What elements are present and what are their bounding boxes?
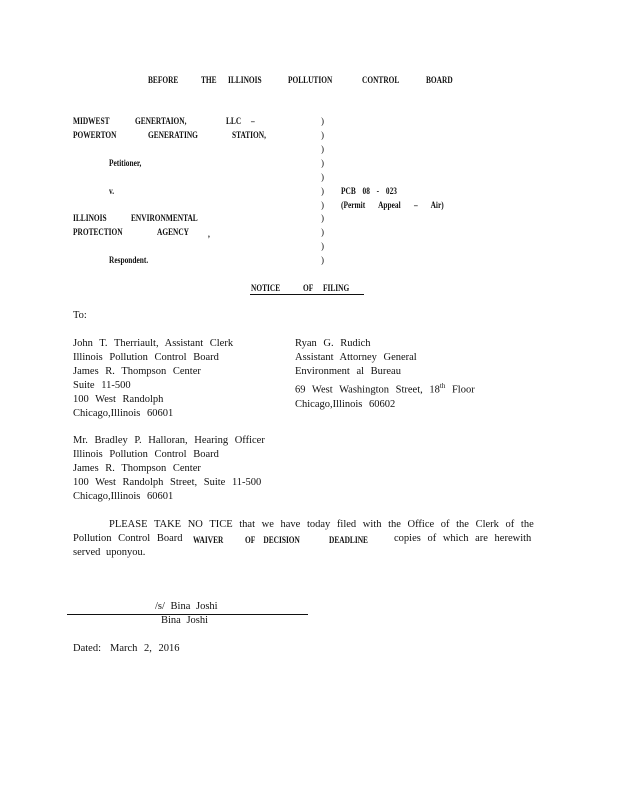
- respondent-role: Respondent.: [109, 255, 149, 265]
- respondent-word-2: ENVIRONMENTAL: [131, 213, 198, 223]
- header-word-board: BOARD: [426, 75, 453, 85]
- paren: ): [321, 116, 324, 126]
- petitioner-word-4: –: [251, 116, 255, 126]
- respondent-word-5: ,: [208, 229, 210, 239]
- address-line: Assistant Attorney General: [295, 352, 417, 363]
- street-address: 69 West Washington Street, 18: [295, 384, 440, 396]
- signature-conformed: /s/ Bina Joshi: [155, 601, 218, 612]
- petitioner-word-2: GENERTAION,: [135, 116, 187, 126]
- address-line: Suite 11-500: [73, 380, 131, 391]
- notice-title-underline: [250, 294, 364, 295]
- body-line-3: served uponyou.: [73, 547, 146, 558]
- address-line: 100 West Randolph Street, Suite 11-500: [73, 477, 262, 488]
- header-word-illinois: ILLINOIS: [228, 75, 262, 85]
- addressee-hearing-officer: [73, 434, 265, 504]
- paren: ): [321, 186, 324, 196]
- address-line: Ryan G. Rudich: [295, 338, 371, 349]
- address-line: Chicago,Illinois 60601: [73, 408, 174, 419]
- address-line: James R. Thompson Center: [73, 366, 201, 377]
- address-line: Illinois Pollution Control Board: [73, 352, 219, 363]
- address-line: Environment al Bureau: [295, 366, 401, 377]
- address-line: 100 West Randolph: [73, 394, 164, 405]
- paren: ): [321, 255, 324, 265]
- paren: ): [321, 227, 324, 237]
- petitioner-word-3: LLC: [226, 116, 242, 126]
- paren: ): [321, 144, 324, 154]
- header-word-before: BEFORE: [148, 75, 179, 85]
- body-line-2-end: copies of which are herewith: [394, 533, 532, 544]
- body-bold-deadline: DEADLINE: [329, 535, 368, 545]
- petitioner-word-1: MIDWEST: [73, 116, 110, 126]
- paren: ): [321, 158, 324, 168]
- floor-suffix: th: [439, 382, 446, 390]
- petitioner-word-5: POWERTON: [73, 130, 117, 140]
- signer-name: Bina Joshi: [161, 615, 209, 626]
- address-line: Mr. Bradley P. Halloran, Hearing Officer: [73, 435, 265, 446]
- body-line-2-start: Pollution Control Board: [73, 533, 183, 544]
- header-word-pollution: POLLUTION: [288, 75, 333, 85]
- case-type: (Permit Appeal – Air): [341, 200, 444, 210]
- header-word-control: CONTROL: [362, 75, 400, 85]
- petitioner-word-7: STATION,: [232, 130, 266, 140]
- header-word-the: THE: [201, 75, 217, 85]
- address-line: Chicago,Illinois 60602: [295, 398, 396, 410]
- respondent-word-3: PROTECTION: [73, 227, 123, 237]
- addressee-clerk: [73, 337, 233, 421]
- petitioner-word-6: GENERATING: [148, 130, 198, 140]
- address-line: Illinois Pollution Control Board: [73, 449, 219, 460]
- body-bold-waiver: WAIVER: [193, 535, 224, 545]
- respondent-word-4: AGENCY: [157, 227, 189, 237]
- notice-word-2: OF: [303, 283, 314, 293]
- dated-label: Dated:: [73, 643, 101, 654]
- case-number: PCB 08 - 023: [341, 186, 397, 196]
- floor-word: Floor: [445, 384, 475, 396]
- address-line: John T. Therriault, Assistant Clerk: [73, 338, 234, 349]
- dated-value: March 2, 2016: [110, 643, 180, 654]
- body-bold-decision: OF DECISION: [245, 535, 300, 545]
- to-label: To:: [73, 310, 87, 321]
- petitioner-role: Petitioner,: [109, 158, 142, 168]
- address-line: Chicago,Illinois 60601: [73, 491, 174, 502]
- paren: ): [321, 172, 324, 182]
- versus: v.: [109, 186, 115, 196]
- notice-word-1: NOTICE: [251, 283, 281, 293]
- notice-word-3: FILING: [323, 283, 350, 293]
- paren: ): [321, 213, 324, 223]
- addressee-attorney: [295, 337, 475, 412]
- paren: ): [321, 130, 324, 140]
- respondent-word-1: ILLINOIS: [73, 213, 107, 223]
- address-line: [295, 379, 475, 398]
- paren: ): [321, 241, 324, 251]
- paren: ): [321, 200, 324, 210]
- address-line: James R. Thompson Center: [73, 463, 201, 474]
- body-line-1: PLEASE TAKE NO TICE that we have today filed with the Office of the Clerk of the: [109, 519, 534, 530]
